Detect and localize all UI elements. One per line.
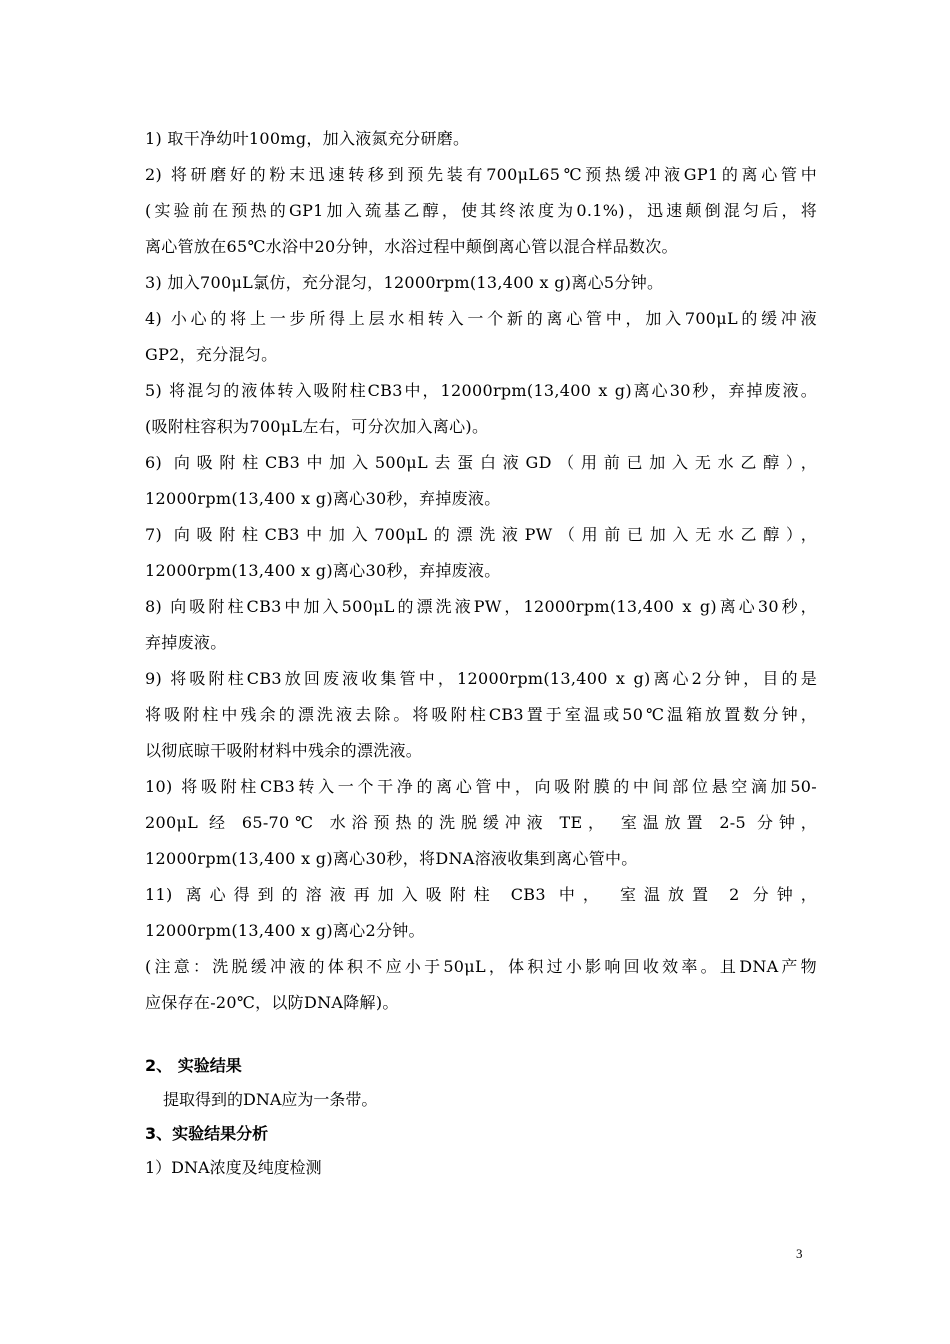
procedure-line: 2) 将研磨好的粉末迅速转移到预先装有700μL65℃预热缓冲液GP1的离心管中 bbox=[145, 165, 817, 184]
procedure-line: 3) 加入700μL氯仿，充分混匀，12000rpm(13,400 x g)离心5分钟。 bbox=[145, 273, 664, 292]
procedure-line: 7) 向吸附柱CB3中加入700μL的漂洗液PW（用前已加入无水乙醇）， bbox=[145, 525, 817, 544]
procedure-line: 200μL 经 65-70℃ 水浴预热的洗脱缓冲液 TE， 室温放置 2-5 分钟， bbox=[145, 813, 817, 832]
procedure-line: 以彻底晾干吸附材料中残余的漂洗液。 bbox=[145, 741, 423, 760]
section-3-item-1: 1）DNA浓度及纯度检测 bbox=[145, 1158, 322, 1177]
procedure-line: 12000rpm(13,400 x g)离心30秒，将DNA溶液收集到离心管中。 bbox=[145, 849, 638, 868]
procedure-line: 8) 向吸附柱CB3中加入500μL的漂洗液PW，12000rpm(13,400 x g)离心30秒， bbox=[145, 597, 817, 616]
procedure-line: 离心管放在65℃水浴中20分钟，水浴过程中颠倒离心管以混合样品数次。 bbox=[145, 237, 678, 256]
procedure-line: 12000rpm(13,400 x g)离心30秒，弃掉废液。 bbox=[145, 489, 501, 508]
section-2-heading: 2、 实验结果 bbox=[145, 1056, 242, 1075]
procedure-line: 4) 小心的将上一步所得上层水相转入一个新的离心管中，加入700μL的缓冲液 bbox=[145, 309, 817, 328]
procedure-line: 12000rpm(13,400 x g)离心30秒，弃掉废液。 bbox=[145, 561, 501, 580]
procedure-line: 将吸附柱中残余的漂洗液去除。将吸附柱CB3置于室温或50℃温箱放置数分钟， bbox=[145, 705, 817, 724]
procedure-line: (吸附柱容积为700μL左右，可分次加入离心)。 bbox=[145, 417, 489, 436]
procedure-line: (实验前在预热的GP1加入巯基乙醇，使其终浓度为0.1%)，迅速颠倒混匀后，将 bbox=[145, 201, 817, 220]
procedure-line: 11) 离心得到的溶液再加入吸附柱 CB3 中， 室温放置 2 分钟， bbox=[145, 885, 817, 904]
procedure-line: 弃掉废液。 bbox=[145, 633, 227, 652]
page-number: 3 bbox=[796, 1246, 803, 1261]
procedure-line: 1) 取干净幼叶100mg，加入液氮充分研磨。 bbox=[145, 129, 470, 148]
section-gap bbox=[145, 1021, 817, 1049]
procedure-line: 应保存在-20℃，以防DNA降解)。 bbox=[145, 993, 399, 1012]
procedure-line: 10) 将吸附柱CB3转入一个干净的离心管中，向吸附膜的中间部位悬空滴加50- bbox=[145, 777, 817, 796]
procedure-line: 5) 将混匀的液体转入吸附柱CB3中，12000rpm(13,400 x g)离心30秒，弃掉废液。 bbox=[145, 381, 817, 400]
procedure-line: 12000rpm(13,400 x g)离心2分钟。 bbox=[145, 921, 425, 940]
section-3-heading: 3、实验结果分析 bbox=[145, 1124, 269, 1143]
procedure-line: 6) 向吸附柱CB3中加入500μL去蛋白液GD（用前已加入无水乙醇）， bbox=[145, 453, 817, 472]
document-body bbox=[145, 121, 817, 1185]
procedure-line: GP2，充分混匀。 bbox=[145, 345, 278, 364]
procedure-line: 9) 将吸附柱CB3放回废液收集管中，12000rpm(13,400 x g)离心2分钟，目的是 bbox=[145, 669, 817, 688]
procedure-line: (注意：洗脱缓冲液的体积不应小于50μL，体积过小影响回收效率。且DNA产物 bbox=[145, 957, 817, 976]
section-2-text: 提取得到的DNA应为一条带。 bbox=[163, 1090, 378, 1109]
